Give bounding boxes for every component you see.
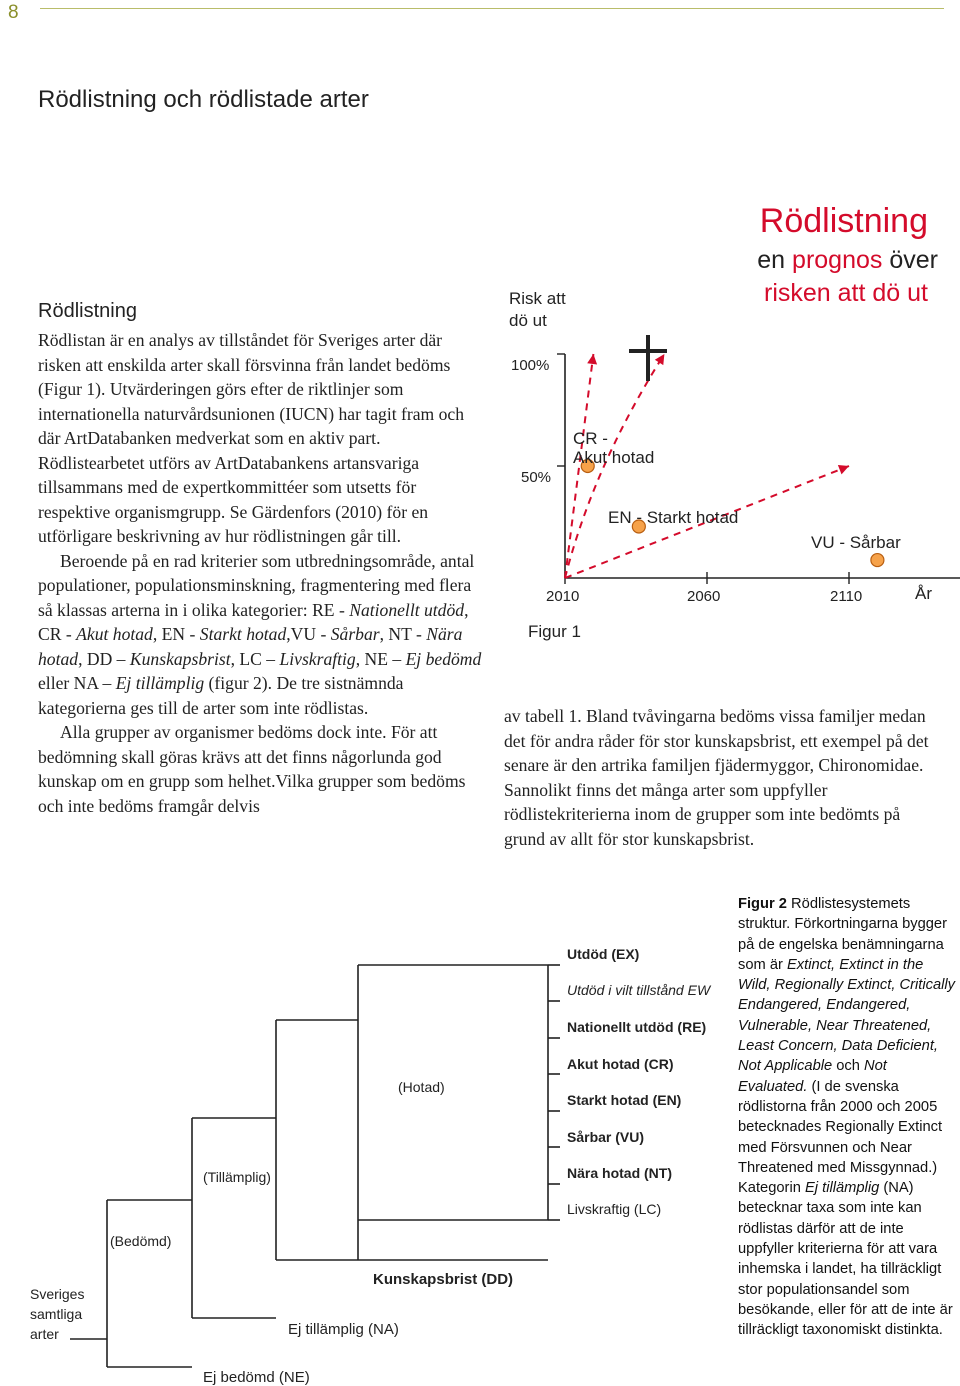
cr-label-2: Akut hotad [573, 448, 655, 467]
category-labels [567, 946, 712, 1217]
en-label: EN - Starkt hotad [608, 508, 739, 527]
curve-arrowhead [838, 461, 851, 474]
marker-vu [871, 554, 884, 567]
paragraph-4: av tabell 1. Bland tvåvingarna bedöms vissa familjer medan det för andra råder för stor kunskapsbrist, ett exempel på det senare är den artrika familjen fjädermyggor, Chironomidae. Sannolikt finns det många arter som uppfyller rödlistekriterierna inom de grupper som inte bedömts på grund av allt för stor kunskapsbrist. [504, 706, 929, 849]
category-label: Sårbar (VU) [567, 1129, 645, 1145]
figure-1-subtitle-1: en prognos över [757, 246, 938, 274]
category-label: Starkt hotad (EN) [567, 1092, 682, 1108]
header-rule [40, 8, 944, 9]
y-axis-label-1: Risk att [509, 289, 566, 308]
chapter-title: Rödlistning och rödlistade arter [38, 86, 369, 113]
curve-arrowhead [587, 353, 598, 364]
cr-label-1: CR - [573, 429, 608, 448]
tree-lines [70, 965, 548, 1367]
figure-2-diagram [0, 940, 730, 1386]
figure-1-chart [495, 195, 960, 655]
bedomd-label: (Bedömd) [110, 1233, 172, 1249]
category-label: Akut hotad (CR) [567, 1056, 674, 1072]
paragraph-2: Beroende på en rad kriterier som utbredningsområde, antal populationer, populationsminskning, fragmentering med flera så klassas arterna in i olika kategorier: RE - Nationellt utdöd, CR - Akut hotad, EN - Starkt hotad,VU - Sårbar, NT - Nära hotad, DD – Kunskapsbrist, LC – Livskraftig, NE – Ej bedömd eller NA – Ej tillämplig (figur 2). De tre sistnämnda kategorierna ges till de arter som inte rödlistas. [38, 550, 482, 718]
category-lines [358, 965, 560, 1220]
x-tick-2110: 2110 [830, 588, 863, 605]
category-label: Nationellt utdöd (RE) [567, 1019, 707, 1035]
y-axis-label-2: dö ut [509, 311, 547, 330]
tillamplig-label: (Tillämplig) [203, 1169, 271, 1185]
page-number: 8 [8, 2, 19, 23]
y-tick-50: 50% [521, 469, 552, 486]
category-label: Utdöd (EX) [567, 946, 640, 962]
ej-tillamplig-label: Ej tillämplig (NA) [288, 1321, 399, 1338]
curve-arrowhead [655, 351, 669, 365]
category-label: Livskraftig (LC) [567, 1201, 662, 1217]
hotad-label: (Hotad) [398, 1079, 445, 1095]
x-axis-label: År [915, 584, 932, 603]
vu-label: VU - Sårbar [811, 533, 901, 552]
root-label-3: arter [30, 1326, 59, 1342]
x-tick-2060: 2060 [687, 588, 721, 605]
kunskapsbrist-label: Kunskapsbrist (DD) [373, 1271, 514, 1288]
left-text-column [38, 300, 483, 818]
figure-1-title: Rödlistning [759, 202, 928, 240]
root-label-2: samtliga [30, 1306, 83, 1322]
root-label-1: Sveriges [30, 1286, 85, 1302]
category-label: Utdöd i vilt tillstånd EW [567, 982, 711, 998]
section-heading: Rödlistning [38, 300, 137, 322]
category-label: Nära hotad (NT) [567, 1165, 672, 1181]
paragraph-3: Alla grupper av organismer bedöms dock inte. För att bedömning skall göras krävs att det finns någorlunda god kunskap om en grupp som helhet.Vilka grupper som bedöms och inte bedöms framgår delvis [38, 722, 466, 816]
figure-1-subtitle-2: risken att dö ut [764, 279, 928, 307]
x-tick-2010: 2010 [546, 588, 580, 605]
figure-1-caption: Figur 1 [528, 622, 581, 641]
ej-bedomd-label: Ej bedömd (NE) [203, 1369, 310, 1386]
figure-2-caption: Figur 2 Rödlistesystemets struktur. Förkortningarna bygger på de engelska benämningarna som är Extinct, Extinct in the Wild, Regionally Extinct, Critically Endangered, Endangered, Vulnerable, Near Threatened, Least Concern, Data Deficient, Not Applicable och Not Evaluated. (I de svenska rödlistorna från 2000 och 2005 betecknades Regionally Extinct med Försvunnen och Near Threatened med Missgynnad.) Kategorin Ej tillämplig (NA) betecknar taxa som inte kan rödlistas därför att de inte uppfyller kriterierna för att vara inhemska i landet, ha tillräckligt stor populationsandel som besökande, eller för att de inte är tillräckligt taxonomiskt distinkta. [738, 896, 955, 1339]
paragraph-1: Rödlistan är en analys av tillståndet för Sveriges arter där risken att enskilda arter skall försvinna från landet bedöms (Figur 1). Utvärderingen görs efter de riktlinjer som internationella naturvårdsunionen (IUCN) har tagit fram och där ArtDatabanken medverkat som en aktiv part. Rödlistearbetet utförs av ArtDatabankens artansvariga tillsammans med de expertkommittéer som utsetts för respektive organismgrupp. Se Gärdenfors (2010) för en utförligare beskrivning av hur rödlistningen går till. [38, 330, 465, 546]
y-tick-100: 100% [511, 357, 550, 374]
